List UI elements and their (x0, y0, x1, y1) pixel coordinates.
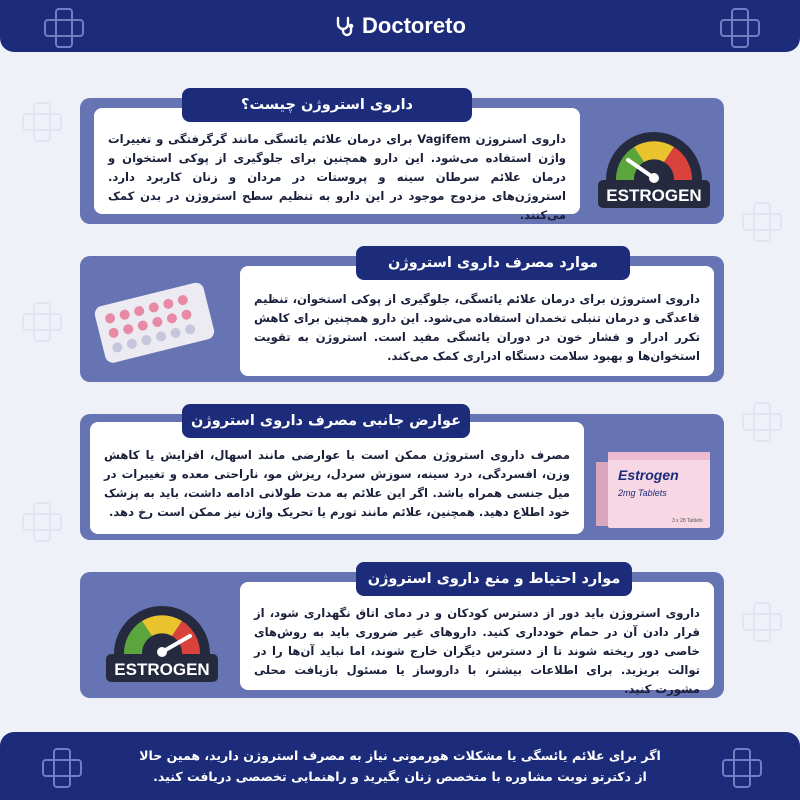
footer-line: اگر برای علائم یائسگی یا مشکلات هورمونی نیاز به مصرف استروژن دارید، همین حالا (139, 748, 661, 763)
medical-cross-icon (720, 746, 760, 786)
medical-cross-icon (40, 746, 80, 786)
pill-box-icon (590, 444, 720, 534)
brand-logo[interactable] (334, 13, 466, 39)
section-title: موارد احتیاط و منع داروی استروژن (356, 562, 632, 596)
medical-cross-icon (42, 6, 82, 46)
section-body: مصرف داروی استروژن ممکن است با عوارضی مانند اسهال، افزایش یا کاهش وزن، افسردگی، درد سینه، سوزش سردل، ریزش مو، ناراحتی معده و تغییرات در میل جنسی همراه باشد. اگر این علائم به مدت طولانی ادامه داشت، باید به پزشک خود اطلاع دهید. همچنین، علائم مانند تورم یا تحریک واژن نیز ممکن است رخ دهد. (90, 422, 584, 534)
blister-pack-icon (88, 276, 218, 366)
section-body: داروی استروژن برای درمان علائم یائسگی، جلوگیری از پوکی استخوان، تنظیم قاعدگی و درمان تنبلی تخمدان استفاده می‌شود. این دارو همچنین برای کاهش تکرر ادرار و فشار خون در دوران یائسگی مفید است. استروژن به تقویت استخوان‌ها و بهبود سلامت دستگاه ادراری کمک می‌کند. (240, 266, 714, 376)
pill-box-illustration (590, 444, 720, 538)
box-count: 3 x 28 Tablets (672, 518, 703, 524)
brand-name: Doctoreto (362, 13, 466, 38)
medical-cross-icon (20, 300, 60, 340)
gauge-icon (594, 110, 714, 210)
section-title: موارد مصرف داروی استروژن (356, 246, 630, 280)
gauge-label: ESTROGEN (114, 660, 210, 679)
footer-cta[interactable] (0, 732, 800, 800)
section-title: داروی استروژن چیست؟ (182, 88, 472, 122)
medical-cross-icon (718, 6, 758, 46)
gauge-icon (102, 584, 222, 684)
box-dose: 2mg Tablets (618, 488, 667, 498)
stethoscope-logo-icon (334, 15, 356, 37)
medical-cross-icon (20, 500, 60, 540)
section-body: داروی استروژن باید دور از دسترس کودکان و در دمای اتاق نگهداری شود، از قرار دادن آن در حمام خودداری کنید. داروهای غیر ضروری باید به روش‌های خاصی دور ریخته شوند تا از دسترس دیگران خارج شوند، اما نباید آن‌ها را در توالت بریزید. برای اطلاعات بیشتر، با داروساز یا مسئول بازیافت محلی مشورت کنید. (240, 582, 714, 690)
medical-cross-icon (740, 200, 780, 240)
blister-pack-illustration (88, 276, 218, 370)
box-brand: Estrogen (618, 467, 679, 483)
medical-cross-icon (740, 400, 780, 440)
medical-cross-icon (20, 100, 60, 140)
gauge-label: ESTROGEN (606, 186, 702, 205)
section-body: داروی استروژن Vagifem برای درمان علائم یائسگی مانند گرگرفتگی و تغییرات واژن استفاده می‌شود. این دارو همچنین برای جلوگیری از پوکی استخوان و درمان علائم سرطان سینه و پروستات در مردان و زنان کاربرد دارد. استروژن‌های مزدوج موجود در این دارو به تنظیم سطح استروژن در بدن کمک می‌کنند. (94, 108, 580, 214)
footer-line: از دکترتو نوبت مشاوره با متخصص زنان بگیرید و راهنمایی تخصصی دریافت کنید. (153, 769, 647, 784)
section-title: عوارض جانبی مصرف داروی استروژن (182, 404, 470, 438)
gauge-illustration (594, 110, 714, 214)
gauge-illustration (102, 584, 222, 688)
medical-cross-icon (740, 600, 780, 640)
header-bar (0, 0, 800, 52)
